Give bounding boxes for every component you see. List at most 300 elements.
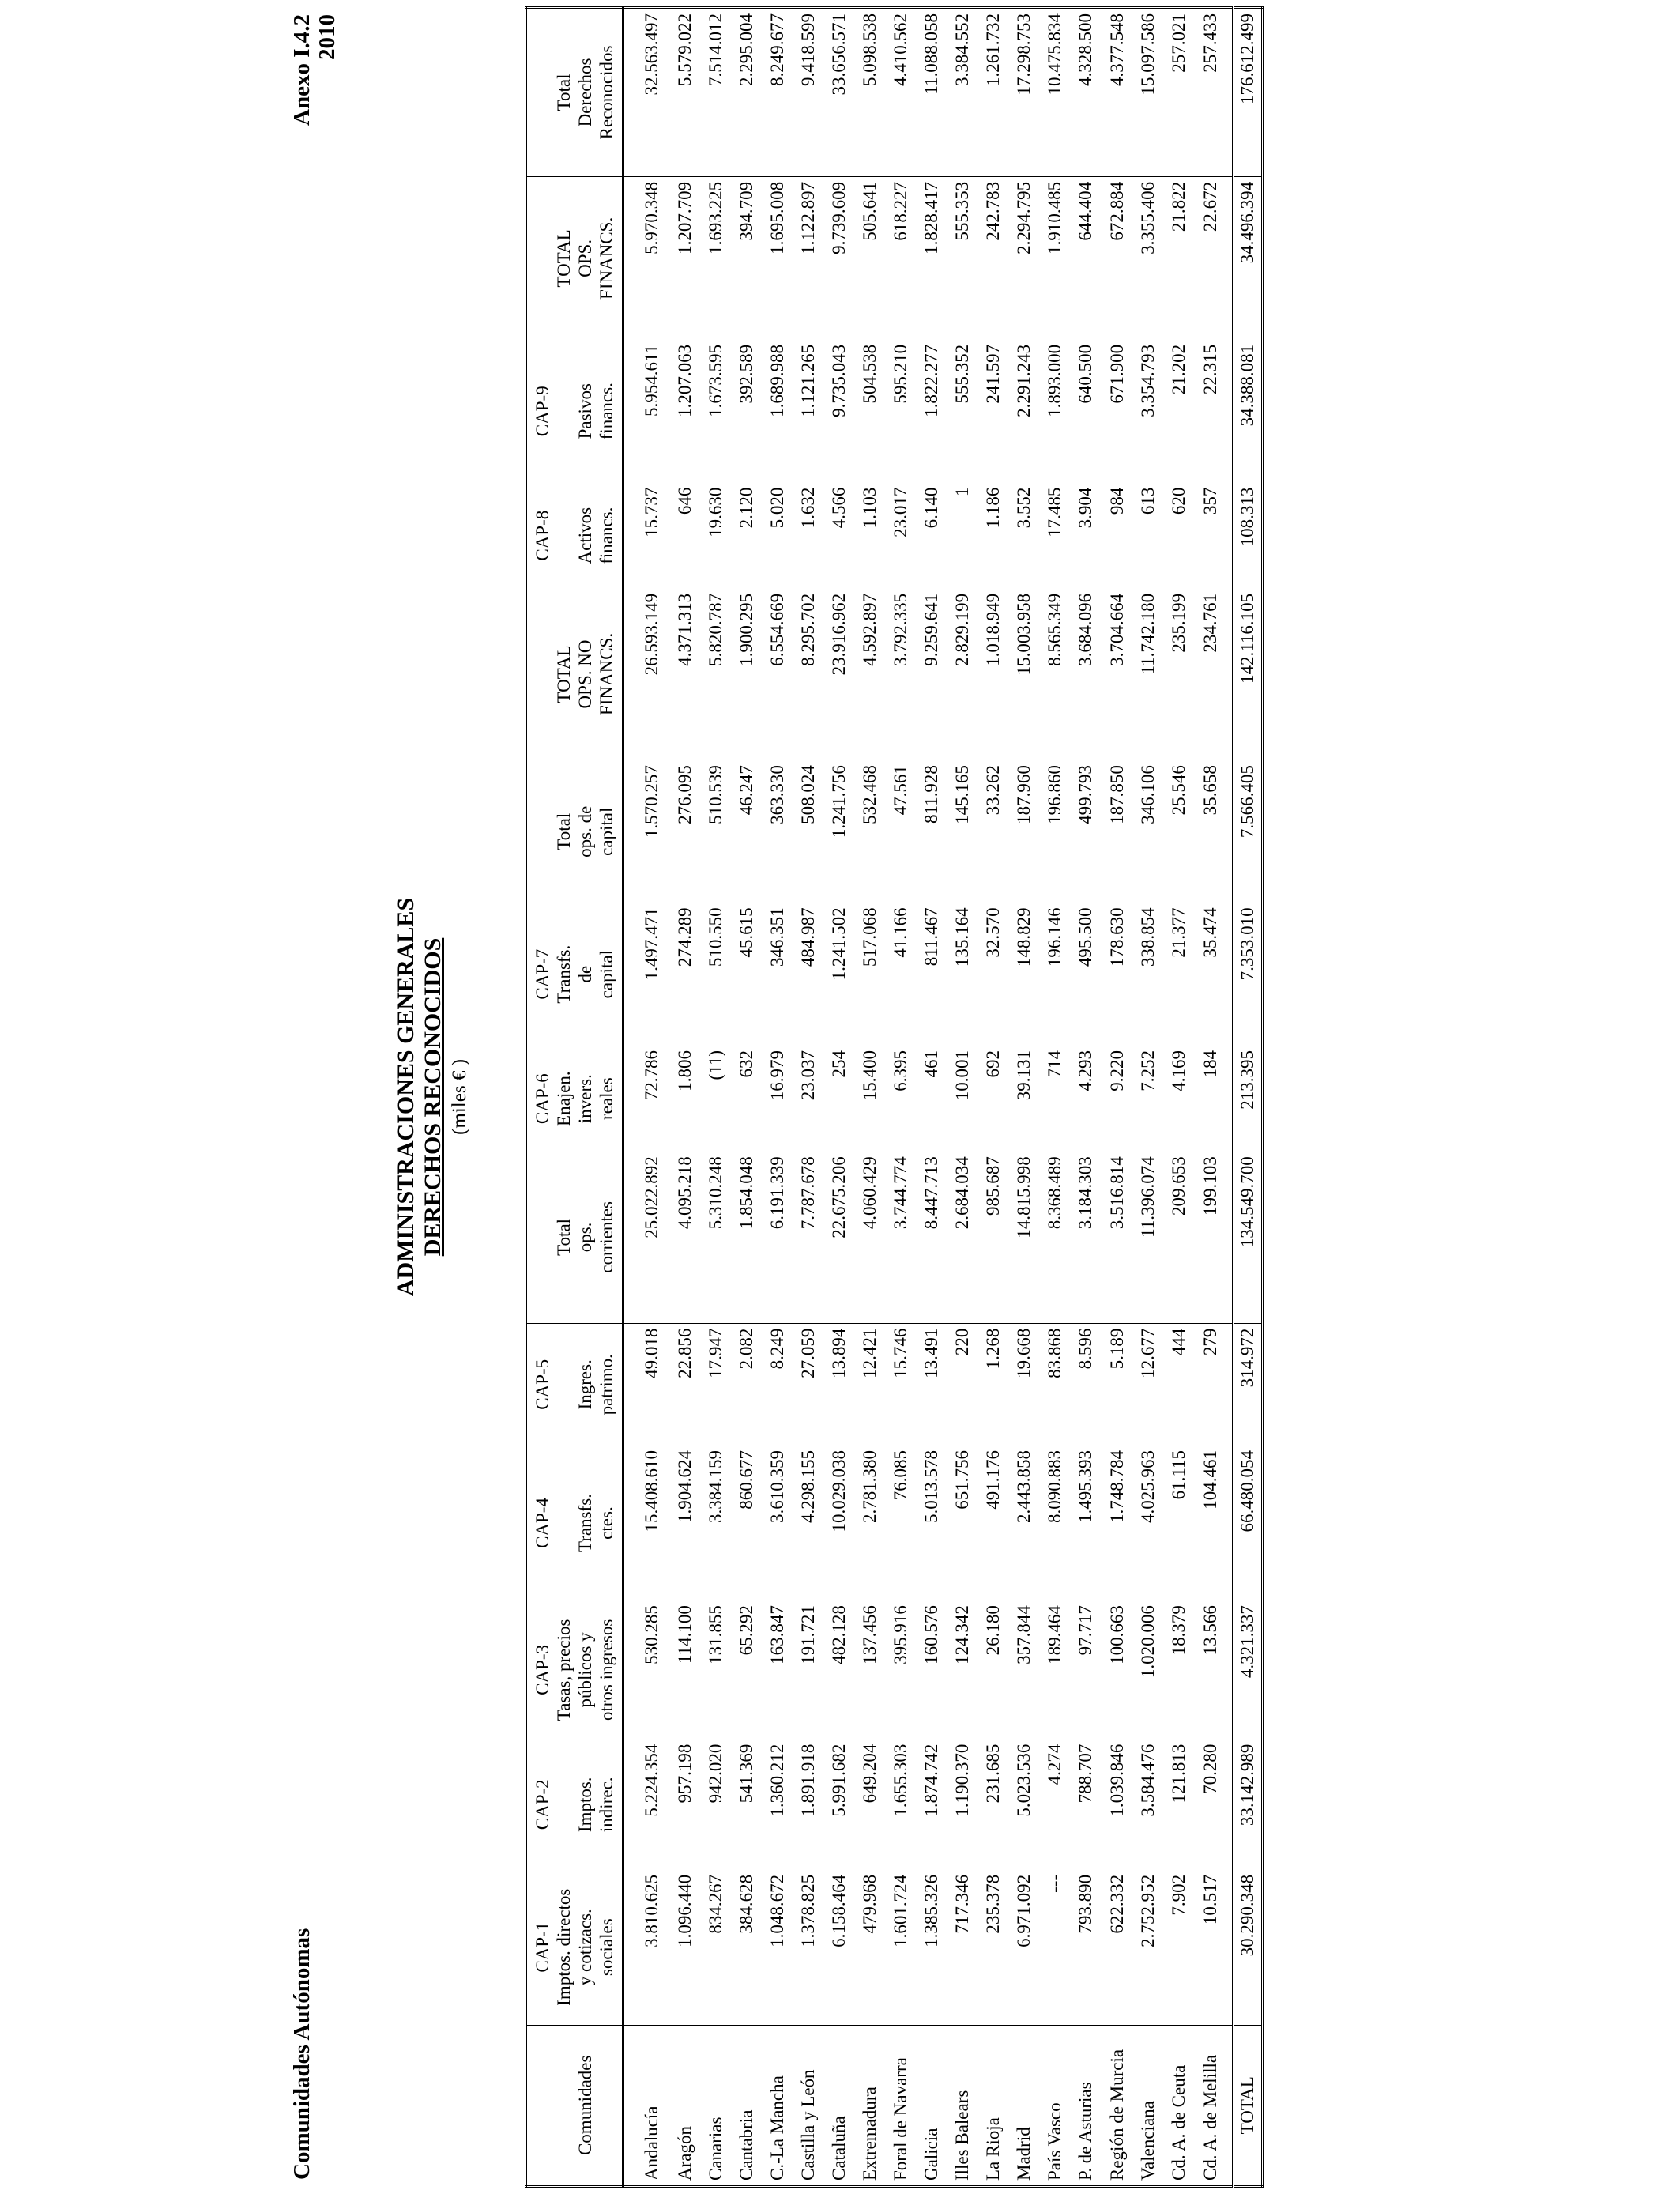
cell-cap7: 811.467 <box>921 907 942 967</box>
cell-cap6: (11) <box>706 1050 726 1080</box>
cell-cap1: 1.048.672 <box>762 1870 793 2025</box>
community-name: País Vasco <box>1045 2102 1065 2181</box>
column-header-cap2: Imptos. <box>575 1777 595 1833</box>
cell-cap5: 8.249 <box>767 1328 788 1370</box>
column-header-cap2: CAP-2 <box>533 1779 552 1830</box>
cell-tot_cap: 196.860 <box>1045 765 1065 824</box>
cell-cap1: --- <box>1039 1870 1070 2025</box>
cell-tot_fin: 5.970.348 <box>642 181 662 254</box>
cell-cap3: 100.663 <box>1106 1605 1127 1664</box>
community-name: Andalucía <box>642 2105 662 2181</box>
cell-cap3: 26.180 <box>983 1605 1004 1656</box>
cell-total: 3.384.552 <box>947 8 977 177</box>
cell-tot_cap: 187.960 <box>1014 765 1034 824</box>
cell-cap6: 9.220 <box>1106 1050 1127 1091</box>
cell-tot_fin: 672.884 <box>1106 181 1127 241</box>
cell-cap5: 22.856 <box>675 1328 695 1378</box>
cell-cap6: 632 <box>736 1050 757 1078</box>
cell-cap4: 3.610.359 <box>767 1449 788 1523</box>
cell-cap1: 793.890 <box>1070 1870 1101 2025</box>
cell-tot_fin: 505.641 <box>860 181 880 241</box>
table-row <box>947 8 977 2187</box>
cell-cap5: 444 <box>1168 1328 1188 1356</box>
cell-total: 10.475.834 <box>1039 8 1070 177</box>
cell-cap8: 23.017 <box>891 487 911 537</box>
column-header-tot_corr: ops. <box>574 1152 596 1323</box>
table-row <box>793 8 823 2187</box>
community-name: P. de Asturias <box>1075 2082 1096 2181</box>
cell-cap3: 137.456 <box>860 1605 880 1664</box>
table-row <box>1070 8 1101 2187</box>
cell-cap2: 5.224.354 <box>642 1744 662 1817</box>
community-name: Madrid <box>1014 2127 1034 2181</box>
table-row <box>977 8 1008 2187</box>
header-row <box>574 8 596 2187</box>
cell-total: 17.298.753 <box>1008 8 1039 177</box>
table-row <box>1008 8 1039 2187</box>
community-name: Castilla y León <box>798 2069 819 2181</box>
cell-tot_nofin: 3.704.664 <box>1101 589 1132 760</box>
cell-cap9: 640.500 <box>1075 344 1096 404</box>
column-header-cap8: financs. <box>596 483 623 589</box>
cell-tot_cap: 47.561 <box>891 765 911 816</box>
cell-tot_cap: 346.106 <box>1137 765 1158 824</box>
community-name: C.-La Mancha <box>767 2075 788 2181</box>
community-name: Cd. A. de Melilla <box>1200 2054 1221 2181</box>
column-header-tot_nofin <box>526 589 554 760</box>
column-header-tot_cap: Total <box>554 812 574 850</box>
table-row <box>1132 8 1163 2187</box>
cell-cap1: 834.267 <box>700 1870 731 2025</box>
community-name: Canarias <box>706 2117 726 2181</box>
cell-cap7: 148.829 <box>1014 907 1034 967</box>
cell-tot_fin: 394.709 <box>736 181 757 241</box>
column-header-cap8 <box>553 483 574 589</box>
cell-cap6: 16.979 <box>767 1050 788 1101</box>
cell-cap3: 191.721 <box>798 1605 819 1664</box>
total-cap3: 4.321.337 <box>1234 1600 1263 1740</box>
cell-cap7: 178.630 <box>1106 907 1127 967</box>
cell-cap7: 45.615 <box>736 907 757 958</box>
cell-cap4: 1.495.393 <box>1075 1449 1096 1523</box>
table-row <box>1039 8 1070 2187</box>
community-name: Cataluña <box>829 2116 849 2181</box>
cell-tot_corr: 22.675.206 <box>823 1152 854 1323</box>
cell-cap4: 2.781.380 <box>860 1449 880 1523</box>
cell-tot_cap: 35.658 <box>1200 765 1221 816</box>
column-header-tot_nofin: TOTAL <box>553 589 574 760</box>
cell-cap6: 461 <box>921 1050 942 1078</box>
cell-tot_corr: 3.516.814 <box>1101 1152 1132 1323</box>
cell-cap7: 32.570 <box>983 907 1004 958</box>
cell-cap2: 788.707 <box>1075 1744 1096 1804</box>
cell-cap3: 13.566 <box>1200 1605 1221 1656</box>
cell-cap7: 135.164 <box>952 907 973 967</box>
cell-cap2: 1.039.846 <box>1106 1744 1127 1817</box>
cell-total: 2.295.004 <box>731 8 762 177</box>
cell-cap8: 19.630 <box>706 487 726 537</box>
cell-tot_corr: 7.787.678 <box>793 1152 823 1323</box>
cell-cap2: 1.655.303 <box>891 1744 911 1817</box>
cell-cap5: 8.596 <box>1075 1328 1096 1370</box>
cell-total: 4.377.548 <box>1101 8 1132 177</box>
cell-tot_fin: 1.828.417 <box>921 181 942 254</box>
cell-tot_cap: 1.570.257 <box>642 765 662 839</box>
cell-tot_nofin: 6.554.669 <box>762 589 793 760</box>
cell-cap1: 1.096.440 <box>669 1870 700 2025</box>
cell-tot_corr: 4.095.218 <box>669 1152 700 1323</box>
cell-cap7: 338.854 <box>1137 907 1158 967</box>
cell-cap9: 504.538 <box>860 344 880 404</box>
total-cap6: 213.395 <box>1234 1046 1263 1152</box>
cell-cap9: 1.121.265 <box>798 344 819 417</box>
cell-cap9: 241.597 <box>983 344 1004 404</box>
cell-tot_cap: 510.539 <box>706 765 726 824</box>
cell-cap1: 1.378.825 <box>793 1870 823 2025</box>
cell-cap2: 1.190.370 <box>952 1744 973 1817</box>
cell-cap8: 6.140 <box>921 487 942 529</box>
cell-tot_nofin: 3.684.096 <box>1070 589 1101 760</box>
cell-tot_corr: 2.684.034 <box>947 1152 977 1323</box>
cell-tot_fin: 3.355.406 <box>1137 181 1158 254</box>
cell-tot_cap: 363.330 <box>767 765 788 824</box>
cell-tot_cap: 499.793 <box>1075 765 1096 824</box>
cell-total: 33.656.571 <box>823 8 854 177</box>
cell-cap8: 4.566 <box>829 487 849 529</box>
cell-cap9: 9.735.043 <box>829 344 849 417</box>
cell-tot_corr: 8.368.489 <box>1039 1152 1070 1323</box>
cell-tot_fin: 1.693.225 <box>706 181 726 254</box>
cell-tot_cap: 187.850 <box>1106 765 1127 824</box>
cell-cap3: 1.020.006 <box>1137 1605 1158 1679</box>
page-subtitle: DERECHOS RECONOCIDOS <box>420 937 446 1257</box>
cell-cap4: 10.029.038 <box>829 1449 849 1532</box>
cell-cap8: 3.904 <box>1075 487 1096 529</box>
community-name: Cd. A. de Ceuta <box>1168 2064 1188 2181</box>
cell-cap1: 7.902 <box>1163 1870 1194 2025</box>
cell-cap7: 346.351 <box>767 907 788 967</box>
table-row <box>916 8 947 2187</box>
cell-cap1: 6.158.464 <box>823 1870 854 2025</box>
cell-tot_corr: 209.653 <box>1163 1152 1194 1323</box>
community-name: La Rioja <box>983 2117 1004 2181</box>
cell-cap4: 4.298.155 <box>798 1449 819 1523</box>
cell-tot_cap: 532.468 <box>860 765 880 824</box>
cell-cap4: 15.408.610 <box>642 1449 662 1532</box>
column-header-cap4: CAP-4 <box>533 1498 552 1548</box>
cell-cap2: 5.023.536 <box>1014 1744 1034 1817</box>
cell-cap9: 2.291.243 <box>1014 344 1034 417</box>
cell-cap9: 1.673.595 <box>706 344 726 417</box>
cell-tot_cap: 508.024 <box>798 765 819 824</box>
cell-cap5: 49.018 <box>642 1328 662 1378</box>
cell-cap3: 18.379 <box>1168 1605 1188 1656</box>
cell-cap4: 651.756 <box>952 1449 973 1510</box>
cell-tot_cap: 1.241.756 <box>829 765 849 839</box>
annex-label <box>289 14 340 126</box>
column-header-comunidades <box>553 2025 574 2186</box>
cell-tot_nofin: 11.742.180 <box>1132 589 1163 760</box>
column-header-cap4: ctes. <box>596 1446 623 1600</box>
annex-year: 2010 <box>315 14 340 60</box>
column-header-tot_cap <box>526 760 554 903</box>
cell-cap4: 1.904.624 <box>675 1449 695 1523</box>
cell-cap7: 1.497.471 <box>642 907 662 981</box>
column-header-cap6: invers. <box>575 1074 595 1124</box>
cell-cap8: 1.186 <box>983 487 1004 529</box>
cell-tot_nofin: 234.761 <box>1194 589 1234 760</box>
cell-tot_corr: 25.022.892 <box>623 1152 670 1323</box>
cell-cap9: 22.315 <box>1200 344 1221 395</box>
cell-tot_fin: 2.294.795 <box>1014 181 1034 254</box>
total-cap5: 314.972 <box>1234 1323 1263 1446</box>
cell-cap9: 555.352 <box>952 344 973 404</box>
column-header-cap7: de <box>575 965 595 983</box>
cell-cap9: 1.207.063 <box>675 344 695 417</box>
cell-cap4: 4.025.963 <box>1137 1449 1158 1523</box>
cell-tot_fin: 242.783 <box>983 181 1004 241</box>
cell-cap2: 1.874.742 <box>921 1744 942 1817</box>
title-block <box>393 0 473 2194</box>
cell-cap6: 692 <box>983 1050 1004 1078</box>
community-name: Aragón <box>675 2126 695 2181</box>
cell-cap5: 17.947 <box>706 1328 726 1378</box>
cell-cap9: 1.689.988 <box>767 344 788 417</box>
community-name: Cantabria <box>736 2109 757 2181</box>
column-header-total: Total <box>553 8 574 177</box>
cell-cap5: 1.268 <box>983 1328 1004 1370</box>
cell-cap7: 196.146 <box>1045 907 1065 967</box>
cell-total: 9.418.599 <box>793 8 823 177</box>
column-header-tot_nofin: FINANCS. <box>596 589 623 760</box>
column-header-cap2 <box>553 1740 574 1870</box>
cell-cap4: 2.443.858 <box>1014 1449 1034 1523</box>
cell-cap6: 23.037 <box>798 1050 819 1101</box>
cell-cap1: 10.517 <box>1194 1870 1234 2025</box>
cell-cap5: 220 <box>952 1328 973 1356</box>
cell-cap6: 6.395 <box>891 1050 911 1091</box>
cell-cap8: 620 <box>1168 487 1188 515</box>
cell-cap8: 357 <box>1200 487 1221 515</box>
total-row <box>1234 8 1263 2187</box>
cell-cap7: 484.987 <box>798 907 819 967</box>
table-header <box>526 8 623 2187</box>
cell-tot_nofin: 5.820.787 <box>700 589 731 760</box>
column-header-tot_cap: capital <box>596 760 623 903</box>
cell-cap1: 384.628 <box>731 1870 762 2025</box>
column-header-total: Derechos <box>574 8 596 177</box>
cell-cap7: 517.068 <box>860 907 880 967</box>
cell-cap7: 495.500 <box>1075 907 1096 967</box>
cell-tot_corr: 4.060.429 <box>854 1152 885 1323</box>
cell-total: 4.410.562 <box>885 8 916 177</box>
cell-cap1: 1.385.326 <box>916 1870 947 2025</box>
table-body <box>623 8 1234 2187</box>
cell-cap2: 957.198 <box>675 1744 695 1804</box>
column-header-tot_fin <box>526 176 554 340</box>
column-header-cap5: Ingres. <box>575 1359 595 1410</box>
units-label: (miles € ) <box>449 1059 470 1135</box>
table-footer <box>1234 8 1263 2187</box>
cell-tot_fin: 1.207.709 <box>675 181 695 254</box>
cell-cap6: 4.293 <box>1075 1050 1096 1091</box>
cell-tot_cap: 25.546 <box>1168 765 1188 816</box>
cell-cap1: 2.752.952 <box>1132 1870 1163 2025</box>
cell-cap8: 2.120 <box>736 487 757 529</box>
cell-cap4: 860.677 <box>736 1449 757 1510</box>
cell-tot_nofin: 8.295.702 <box>793 589 823 760</box>
total-total: 176.612.499 <box>1234 8 1263 177</box>
cell-tot_nofin: 1.018.949 <box>977 589 1008 760</box>
cell-cap5: 83.868 <box>1045 1328 1065 1378</box>
column-header-cap4: Transfs. <box>575 1494 595 1553</box>
cell-cap6: 72.786 <box>642 1050 662 1101</box>
cell-cap8: 15.737 <box>642 487 662 537</box>
cell-cap4: 1.748.784 <box>1106 1449 1127 1523</box>
cell-cap2: 3.584.476 <box>1137 1744 1158 1817</box>
total-label: TOTAL <box>1234 2025 1263 2186</box>
page-title: ADMINISTRACIONES GENERALES <box>393 897 419 1297</box>
cell-tot_nofin: 15.003.958 <box>1008 589 1039 760</box>
cell-cap1: 622.332 <box>1101 1870 1132 2025</box>
cell-total: 4.328.500 <box>1070 8 1101 177</box>
cell-tot_nofin: 23.916.962 <box>823 589 854 760</box>
cell-cap9: 3.354.793 <box>1137 344 1158 417</box>
column-header-cap1: Imptos. directos <box>553 1870 574 2025</box>
cell-cap8: 1.632 <box>798 487 819 529</box>
cell-tot_nofin: 2.829.199 <box>947 589 977 760</box>
cell-cap4: 61.115 <box>1168 1449 1188 1500</box>
cell-tot_cap: 33.262 <box>983 765 1004 816</box>
column-header-comunidades: Comunidades <box>575 2055 595 2156</box>
header-row <box>553 8 574 2187</box>
column-header-cap2: indirec. <box>596 1740 623 1870</box>
cell-cap2: 121.813 <box>1168 1744 1188 1804</box>
column-header-tot_fin: FINANCS. <box>596 176 623 340</box>
cell-cap5: 27.059 <box>798 1328 819 1378</box>
cell-cap9: 1.893.000 <box>1045 344 1065 417</box>
table-row <box>823 8 854 2187</box>
cell-total: 5.098.538 <box>854 8 885 177</box>
cell-cap8: 984 <box>1106 487 1127 515</box>
cell-tot_fin: 22.672 <box>1200 181 1221 232</box>
total-cap8: 108.313 <box>1234 483 1263 589</box>
cell-cap2: 70.280 <box>1200 1744 1221 1794</box>
column-header-cap7: CAP-7 <box>533 948 552 1000</box>
cell-cap6: 10.001 <box>952 1050 973 1101</box>
column-header-cap9 <box>553 340 574 483</box>
column-header-cap9: CAP-9 <box>533 386 552 437</box>
total-cap4: 66.480.054 <box>1234 1446 1263 1600</box>
cell-cap4: 8.090.883 <box>1045 1449 1065 1523</box>
cell-tot_corr: 11.396.074 <box>1132 1152 1163 1323</box>
cell-cap5: 12.421 <box>860 1328 880 1378</box>
cell-cap7: 274.289 <box>675 907 695 967</box>
community-name: Foral de Navarra <box>891 2057 911 2181</box>
column-header-cap4 <box>553 1446 574 1600</box>
data-table <box>525 6 1264 2188</box>
table-row <box>700 8 731 2187</box>
total-cap1: 30.290.348 <box>1234 1870 1263 2025</box>
cell-cap8: 1.103 <box>860 487 880 529</box>
cell-tot_corr: 3.744.774 <box>885 1152 916 1323</box>
column-header-cap8: Activos <box>575 507 595 564</box>
column-header-cap9: Pasivos <box>575 383 595 439</box>
cell-cap6: 39.131 <box>1014 1050 1034 1101</box>
cell-tot_corr: 6.191.339 <box>762 1152 793 1323</box>
cell-tot_corr: 985.687 <box>977 1152 1008 1323</box>
cell-cap6: 714 <box>1045 1050 1065 1078</box>
cell-cap2: 649.204 <box>860 1744 880 1804</box>
cell-tot_nofin: 26.593.149 <box>623 589 670 760</box>
community-name: Región de Murcia <box>1106 2049 1127 2181</box>
cell-tot_corr: 3.184.303 <box>1070 1152 1101 1323</box>
total-cap2: 33.142.989 <box>1234 1740 1263 1870</box>
cell-tot_fin: 1.695.008 <box>767 181 788 254</box>
cell-total: 257.021 <box>1163 8 1194 177</box>
cell-cap6: 15.400 <box>860 1050 880 1101</box>
column-header-total: Reconocidos <box>596 8 623 177</box>
cell-tot_nofin: 1.900.295 <box>731 589 762 760</box>
cell-cap3: 97.717 <box>1075 1605 1096 1656</box>
cell-cap4: 5.013.578 <box>921 1449 942 1523</box>
cell-cap5: 13.894 <box>829 1328 849 1378</box>
cell-cap2: 4.274 <box>1045 1744 1065 1785</box>
cell-cap6: 1.806 <box>675 1050 695 1091</box>
column-header-tot_fin: TOTAL <box>554 229 574 288</box>
column-header-cap1: y cotizacs. <box>574 1870 596 2025</box>
cell-tot_fin: 618.227 <box>891 181 911 241</box>
table-row <box>731 8 762 2187</box>
cell-cap7: 510.550 <box>706 907 726 967</box>
cell-cap7: 1.241.502 <box>829 907 849 981</box>
column-header-cap8: CAP-8 <box>533 510 552 561</box>
table-row <box>1101 8 1132 2187</box>
table-row <box>854 8 885 2187</box>
cell-total: 15.097.586 <box>1132 8 1163 177</box>
cell-cap9: 595.210 <box>891 344 911 404</box>
column-header-cap6: reales <box>596 1046 623 1152</box>
column-header-total <box>526 8 554 177</box>
total-cap9: 34.388.081 <box>1234 340 1263 483</box>
cell-cap2: 231.685 <box>983 1744 1004 1804</box>
cell-cap5: 2.082 <box>736 1328 757 1370</box>
cell-cap4: 76.085 <box>891 1449 911 1501</box>
cell-total: 7.514.012 <box>700 8 731 177</box>
total-tot_cap: 7.566.405 <box>1234 760 1263 903</box>
column-header-cap5: patrimo. <box>596 1323 623 1446</box>
cell-cap6: 254 <box>829 1050 849 1078</box>
column-header-tot_nofin: OPS. NO <box>574 589 596 760</box>
cell-tot_cap: 46.247 <box>736 765 757 816</box>
cell-cap2: 5.991.682 <box>829 1744 849 1817</box>
total-tot_nofin: 142.116.105 <box>1234 589 1263 760</box>
cell-cap7: 21.377 <box>1168 907 1188 958</box>
cell-tot_corr: 14.815.998 <box>1008 1152 1039 1323</box>
cell-cap3: 114.100 <box>675 1605 695 1664</box>
column-header-cap3: Tasas, precios <box>554 1619 574 1721</box>
cell-tot_nofin: 9.259.641 <box>916 589 947 760</box>
table-row <box>762 8 793 2187</box>
cell-cap1: 235.378 <box>977 1870 1008 2025</box>
cell-cap3: 163.847 <box>767 1605 788 1664</box>
cell-total: 5.579.022 <box>669 8 700 177</box>
cell-cap3: 482.128 <box>829 1605 849 1664</box>
table-row <box>669 8 700 2187</box>
column-header-cap9: financs. <box>596 340 623 483</box>
cell-cap6: 4.169 <box>1168 1050 1188 1091</box>
cell-cap7: 41.166 <box>891 907 911 958</box>
